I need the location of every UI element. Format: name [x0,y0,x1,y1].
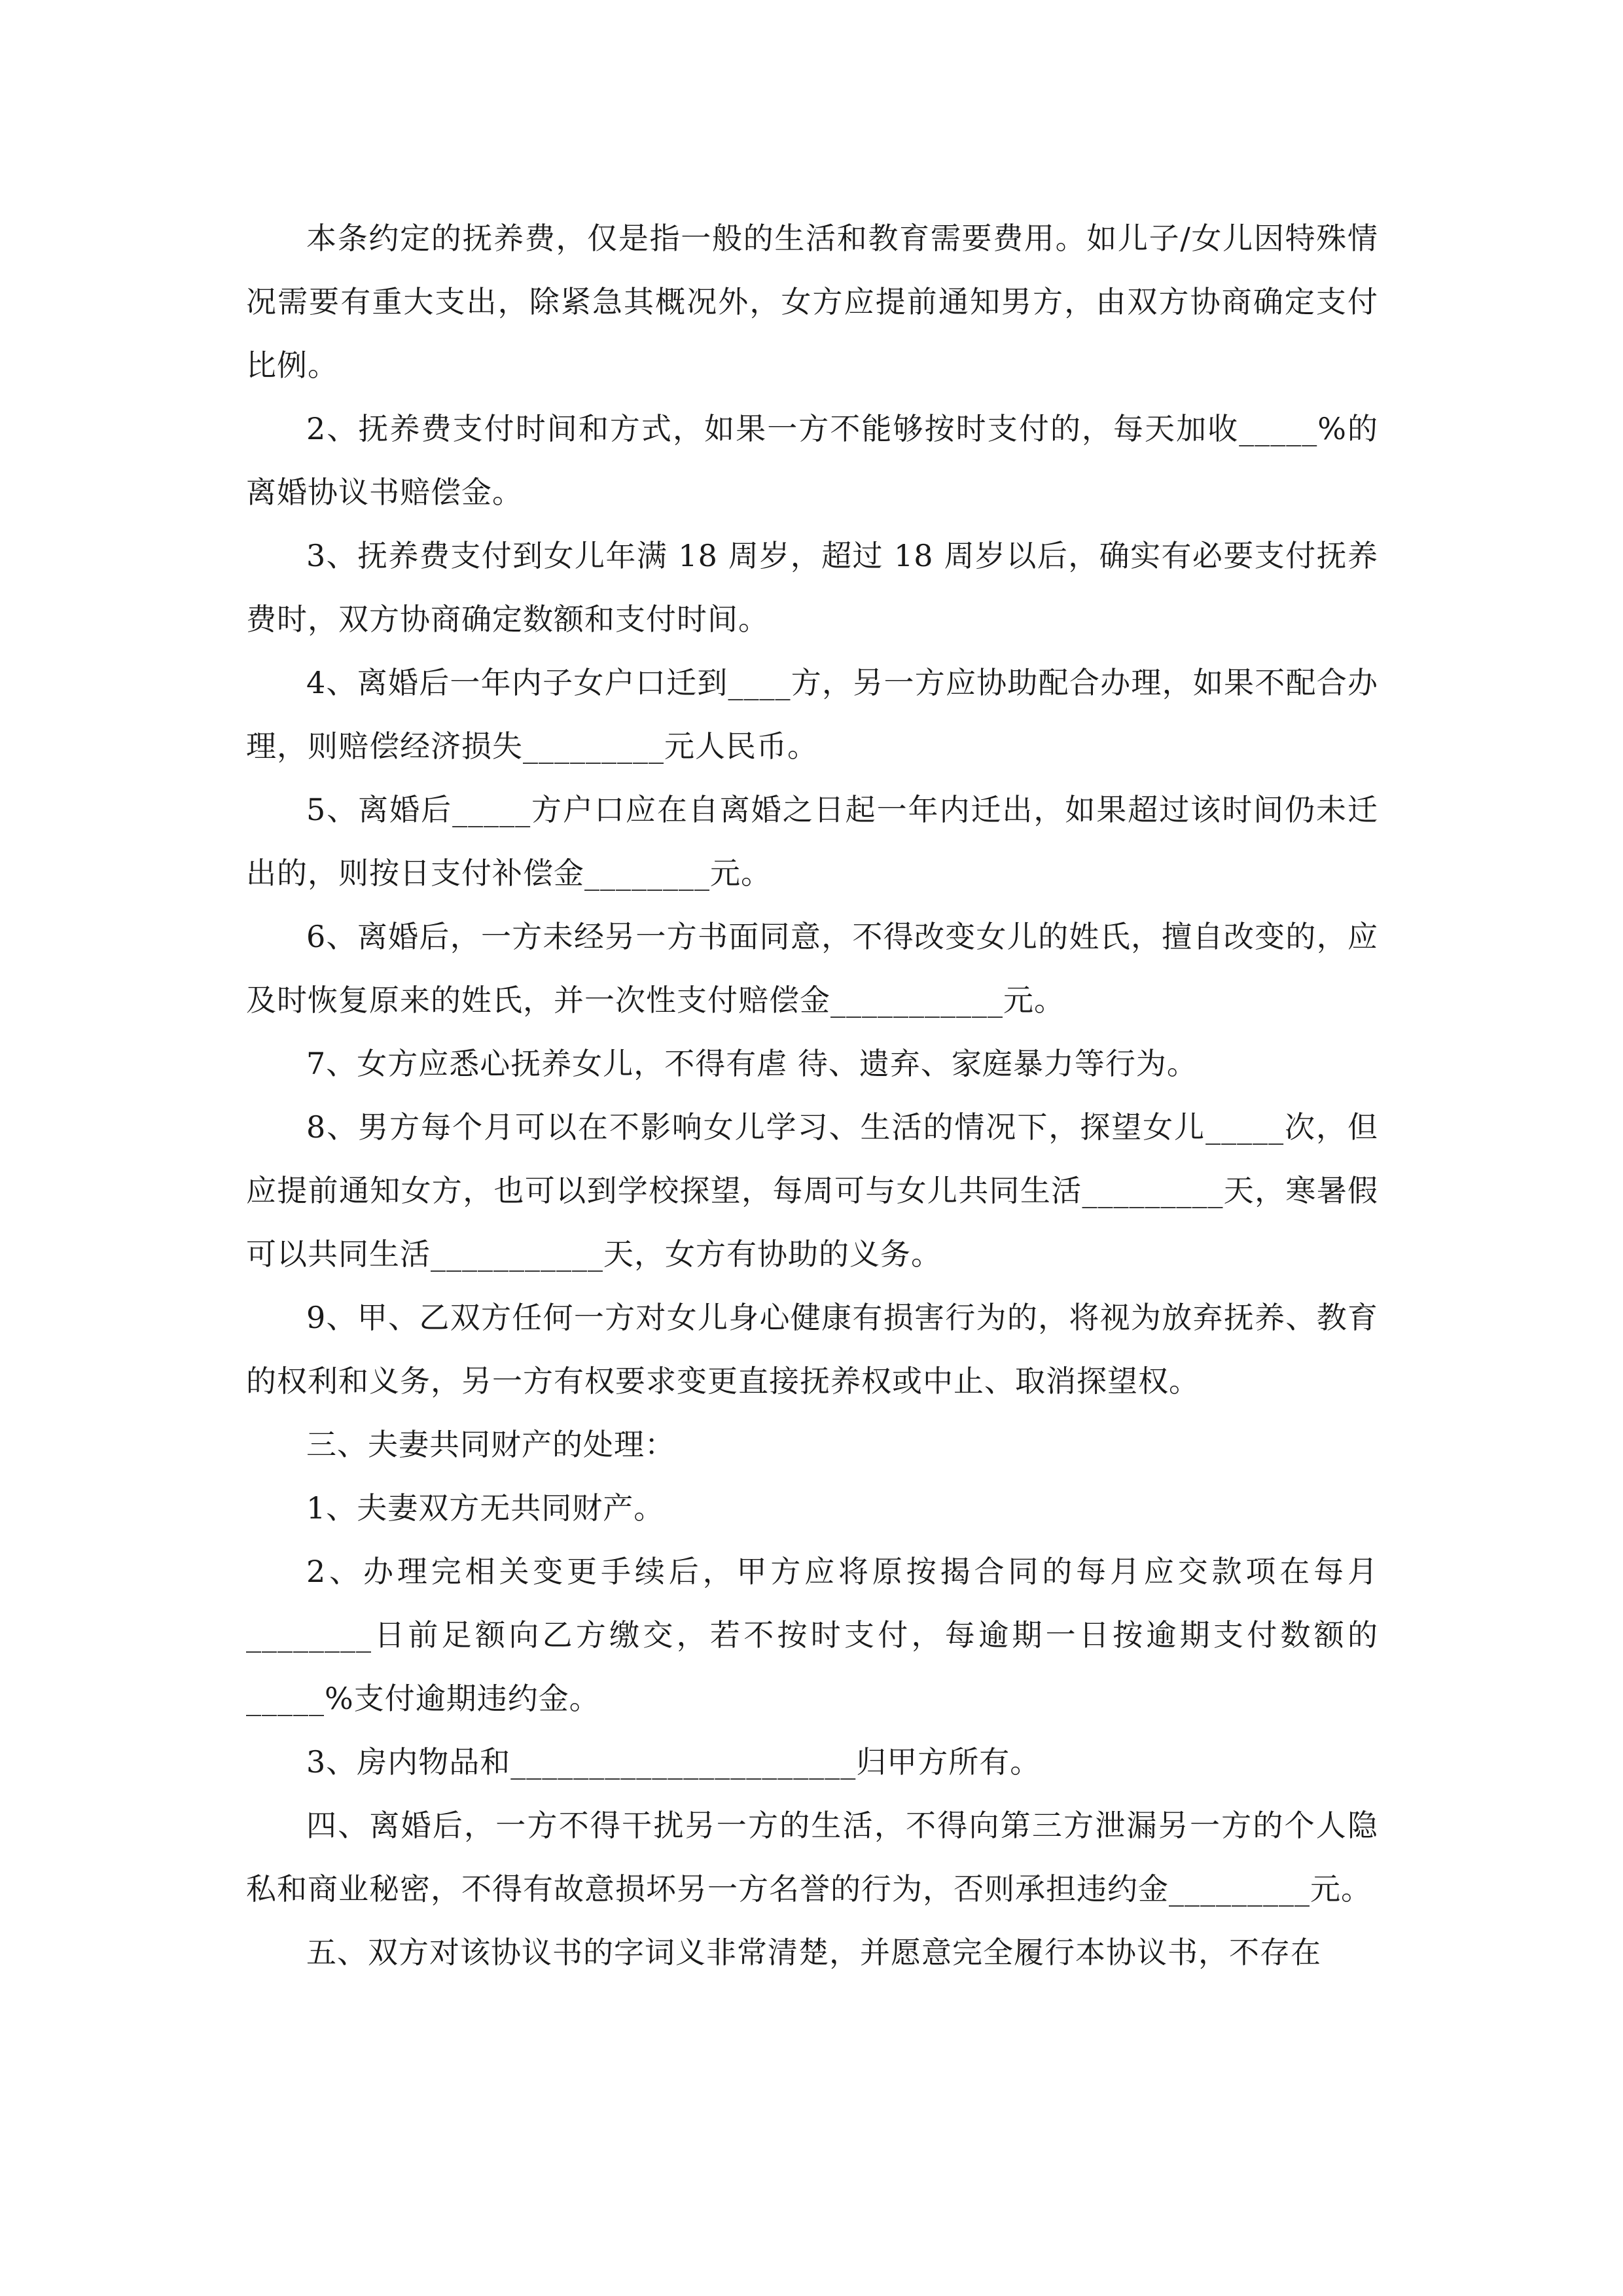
paragraph-mortgage: 2、办理完相关变更手续后，甲方应将原按揭合同的每月应交款项在每月________日前足额向乙方缴交，若不按时支付，每逾期一日按逾期支付数额的_____%支付逾期违约金。 [246,1554,1378,1716]
section-heading-property: 三、夫妻共同财产的处理： [306,1427,675,1462]
paragraph-surname: 6、离婚后，一方未经另一方书面同意，不得改变女儿的姓氏，擅自改变的，应及时恢复原来的姓氏，并一次性支付赔偿金___________元。 [246,919,1378,1018]
document-body [246,207,1378,1984]
paragraph-household-transfer: 4、离婚后一年内子女户口迁到____方，另一方应协助配合办理，如果不配合办理，则赔偿经济损失_________元人民币。 [246,665,1378,764]
paragraph-no-joint-property: 1、夫妻双方无共同财产。 [306,1490,665,1526]
paragraph-visitation: 8、男方每个月可以在不影响女儿学习、生活的情况下，探望女儿_____次，但应提前通知女方，也可以到学校探望，每周可与女儿共同生活_________天，寒暑假可以共同生活___________天，女方有协助的义务。 [246,1109,1378,1272]
paragraph-care-obligation: 7、女方应悉心抚养女儿，不得有虐 待、遗弃、家庭暴力等行为。 [306,1046,1198,1081]
paragraph-payment-duration: 3、抚养费支付到女儿年满 18 周岁，超过 18 周岁以后，确实有必要支付抚养费时，双方协商确定数额和支付时间。 [246,538,1378,637]
paragraph-payment-method: 2、抚养费支付时间和方式，如果一方不能够按时支付的，每天加收_____%的离婚协议书赔偿金。 [246,411,1378,510]
paragraph-agreement-understanding: 五、双方对该协议书的字词义非常清楚，并愿意完全履行本协议书，不存在 [306,1935,1321,1970]
paragraph-household-items: 3、房内物品和______________________归甲方所有。 [306,1744,1041,1780]
paragraph-household-move-out: 5、离婚后_____方户口应在自离婚之日起一年内迁出，如果超过该时间仍未迁出的，则按日支付补偿金________元。 [246,792,1378,891]
paragraph-support-fee-scope: 本条约定的抚养费，仅是指一般的生活和教育需要费用。如儿子/女儿因特殊情况需要有重大支出，除紧急其概况外，女方应提前通知男方，由双方协商确定支付比例。 [246,221,1378,383]
paragraph-privacy: 四、离婚后，一方不得干扰另一方的生活，不得向第三方泄漏另一方的个人隐私和商业秘密，不得有故意损坏另一方名誉的行为，否则承担违约金_________元。 [246,1808,1378,1907]
paragraph-harm-clause: 9、甲、乙双方任何一方对女儿身心健康有损害行为的，将视为放弃抚养、教育的权利和义务，另一方有权要求变更直接抚养权或中止、取消探望权。 [246,1300,1378,1399]
